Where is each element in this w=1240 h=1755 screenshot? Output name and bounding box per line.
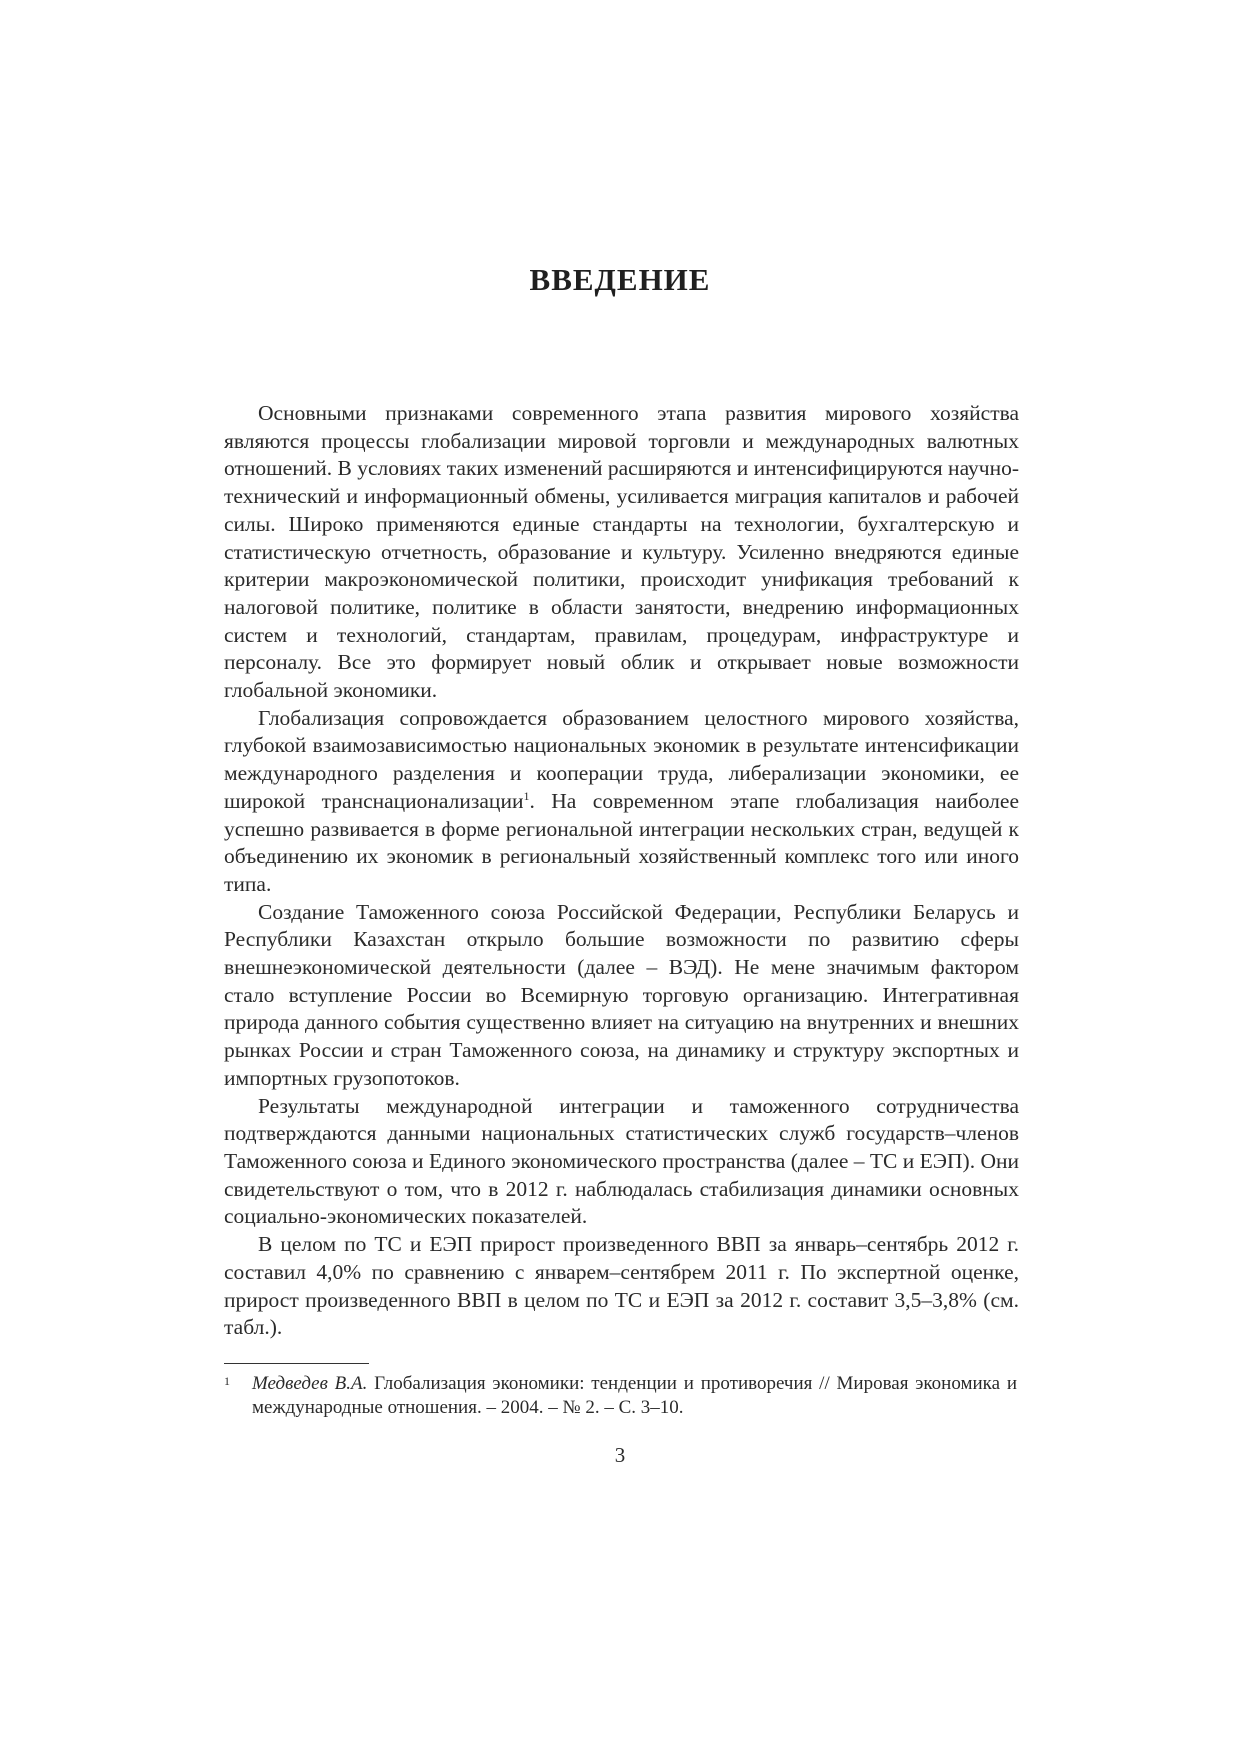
paragraph-1 — [224, 400, 1019, 705]
page-title: ВВЕДЕНИЕ — [529, 262, 711, 297]
paragraph-1-text: Основными признаками современного этапа развития мирового хозяйства являются процессы глобализации мировой торговли и международных валютных отношений. В условиях таких изменений расширяются и интенсифицируются научно-технический и информационный обмены, усиливается миграция капиталов и рабочей силы. Широко применяются единые стандарты на технологии, бухгалтерскую и статистическую отчетность, образование и культуру. Усиленно внедряются единые критерии макроэкономической политики, происходит унификация требований к налоговой политике, политике в области занятости, внедрению информационных систем и технологий, стандартам, правилам, процедурам, инфраструктуре и персоналу. Все это формирует новый облик и открывает новые возможности глобальной экономики. — [224, 401, 1019, 703]
paragraph-3 — [224, 899, 1019, 1093]
paragraph-5 — [224, 1231, 1019, 1342]
body-text — [224, 400, 1019, 1342]
footnote-reference[interactable]: 1 — [523, 788, 530, 803]
paragraph-2-text-before-ref: Глобализация сопровождается образованием целостного мирового хозяйства, глубокой взаимозависимостью национальных экономик в результате интенсификации международного разделения и кооперации труда, либерализации экономики, ее широкой транснационализации — [224, 705, 1019, 813]
paragraph-2-text-after-ref: . На современном этапе глобализация наиболее успешно развивается в форме региональной интеграции нескольких стран, ведущей к объединению их экономик в региональный хозяйственный комплекс того или иного типа. — [224, 788, 1019, 896]
page-number: 3 — [614, 1443, 626, 1467]
paragraph-4-text: Результаты международной интеграции и таможенного сотрудничества подтверждаются данными национальных статистических служб государств–членов Таможенного союза и Единого экономического пространства (далее – ТС и ЕЭП). Они свидетельствуют о том, что в 2012 г. наблюдалась стабилизация динамики основных социально-экономических показателей. — [224, 1093, 1019, 1229]
paragraph-2 — [224, 705, 1019, 899]
footnote-body — [252, 1372, 1017, 1420]
footnote — [224, 1372, 1019, 1420]
footnote-text: Глобализация экономики: тенденции и противоречия // Мировая экономика и международные отношения. – 2004. – № 2. – С. 3–10. — [252, 1373, 1017, 1418]
footnote-mark: 1 — [224, 1374, 230, 1388]
paragraph-5-text: В целом по ТС и ЕЭП прирост произведенного ВВП за январь–сентябрь 2012 г. составил 4,0% по сравнению с январем–сентябрем 2011 г. По экспертной оценке, прирост произведенного ВВП в целом по ТС и ЕЭП за 2012 г. составит 3,5–3,8% (см. табл.). — [224, 1232, 1019, 1340]
footnote-divider — [224, 1363, 369, 1364]
footnote-author: Медведев В.А. — [252, 1373, 368, 1394]
paragraph-4 — [224, 1093, 1019, 1232]
paragraph-3-text: Создание Таможенного союза Российской Федерации, Республики Беларусь и Республики Казахстан открыло большие возможности по развитию сферы внешнеэкономической деятельности (далее – ВЭД). Не мене значимым фактором стало вступление России во Всемирную торговую организацию. Интегративная природа данного события существенно влияет на ситуацию на внутренних и внешних рынках России и стран Таможенного союза, на динамику и структуру экспортных и импортных грузопотоков. — [224, 899, 1019, 1090]
